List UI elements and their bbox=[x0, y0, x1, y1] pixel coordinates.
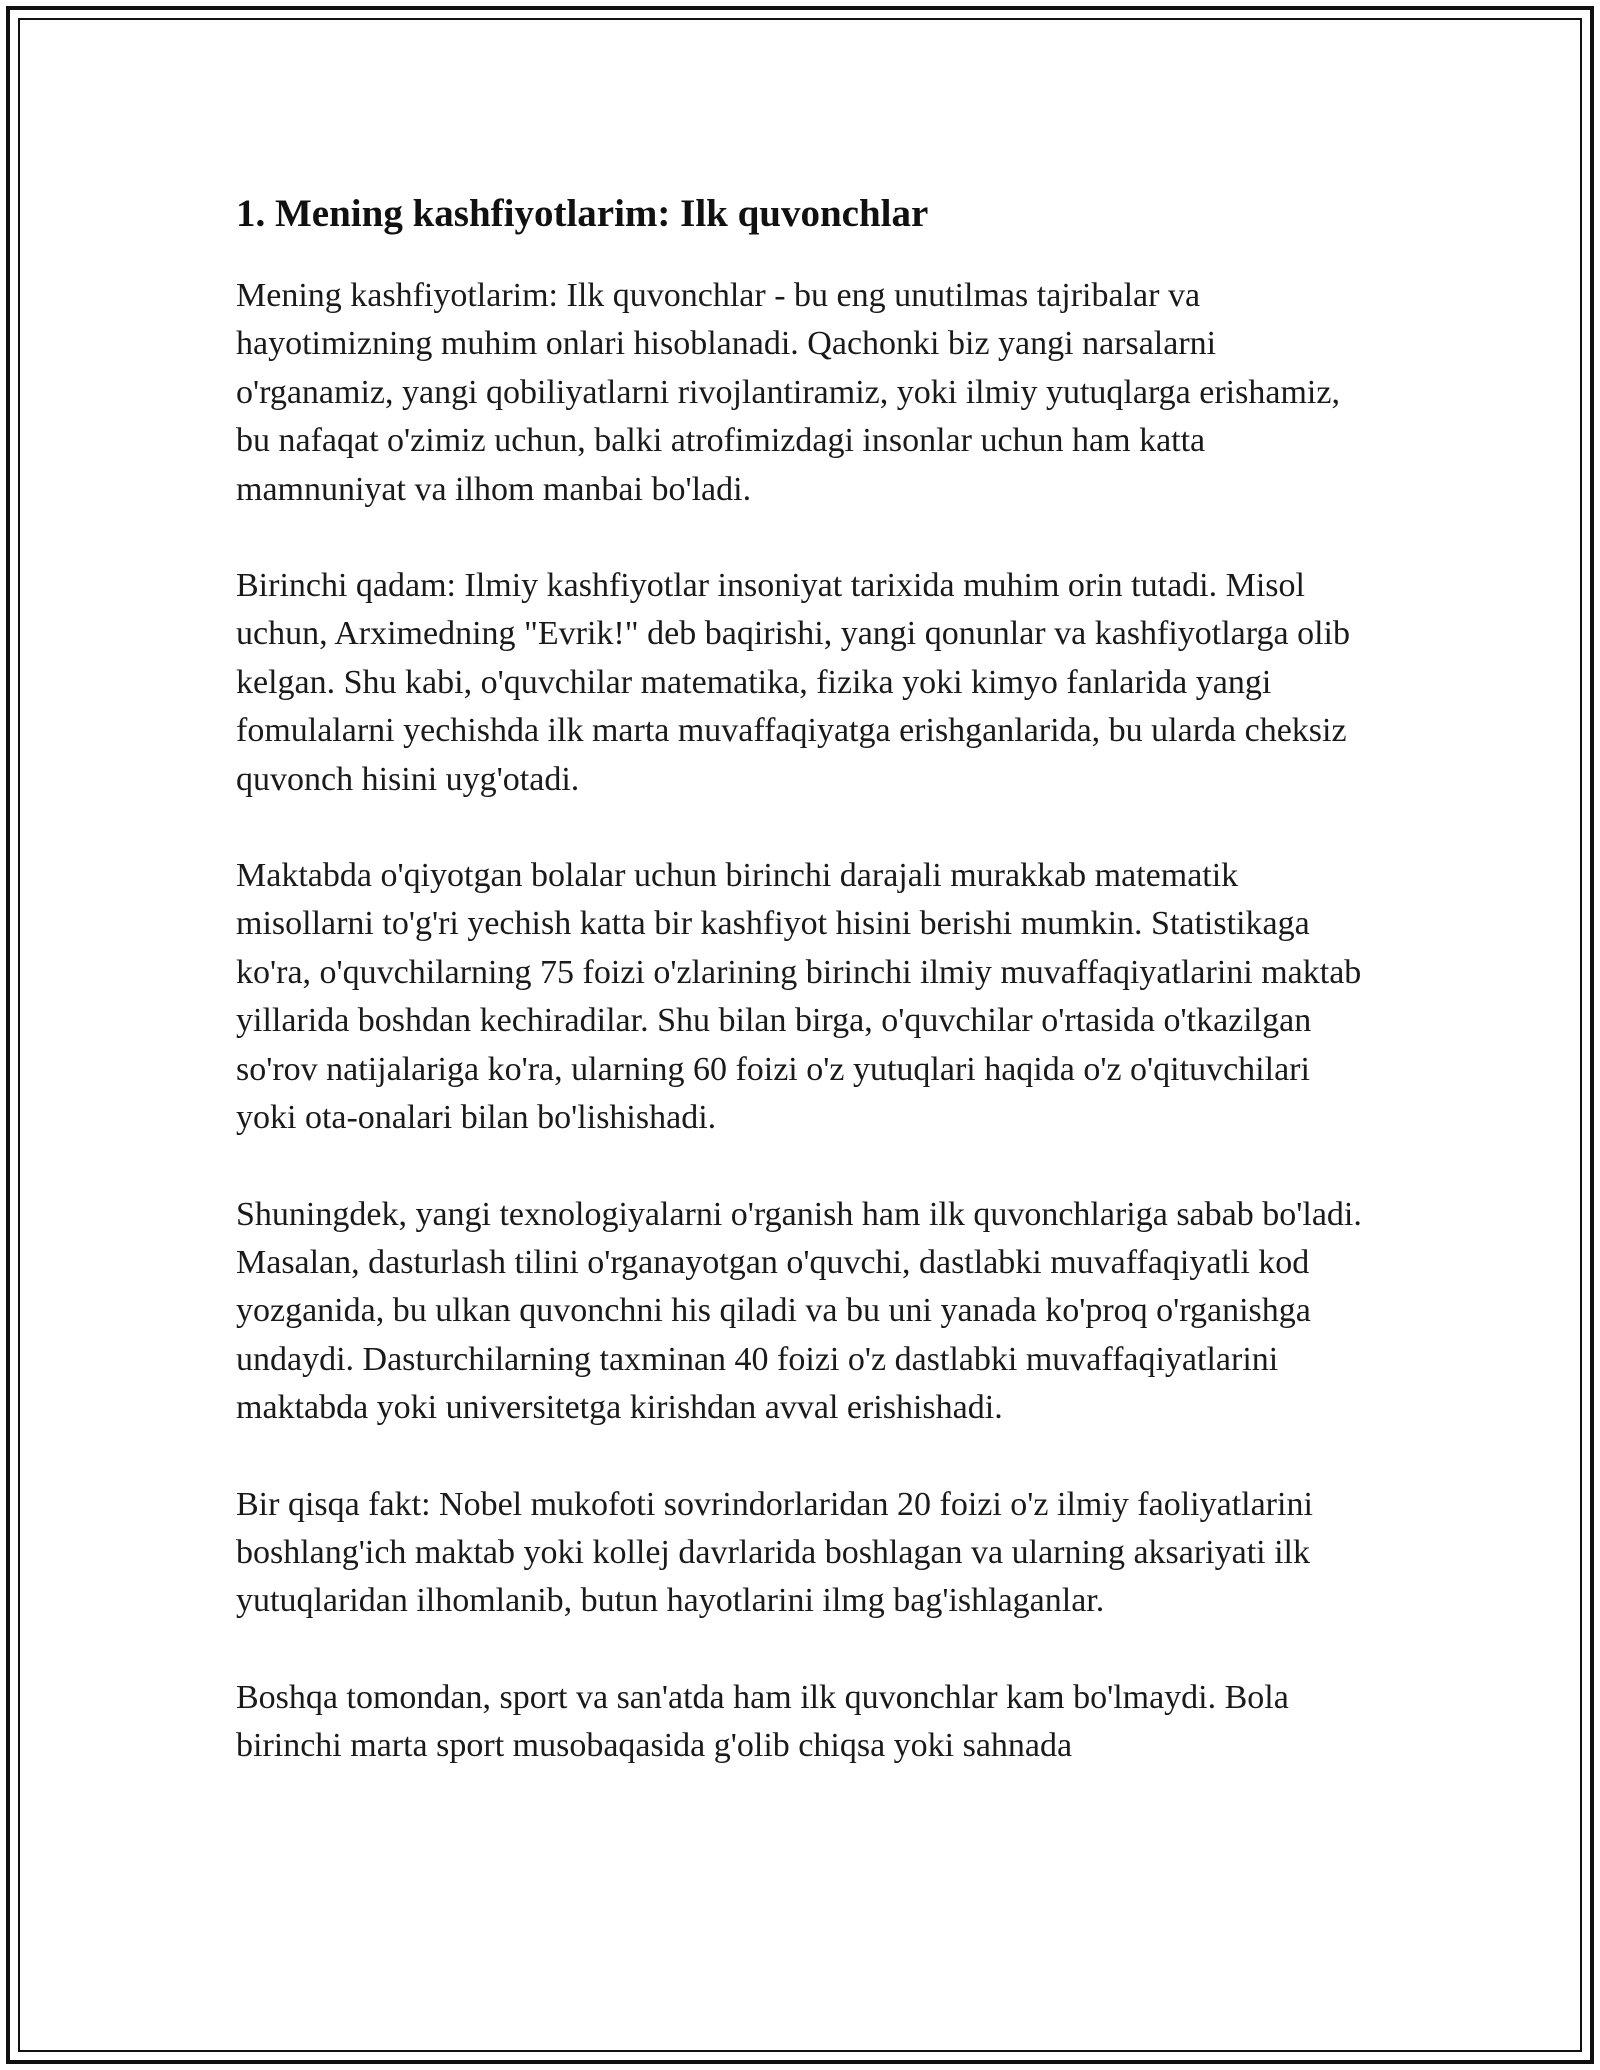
paragraph-school: Maktabda o'qiyotgan bolalar uchun birinchi darajali murakkab matematik misollarni to'g'ri yechish katta bir kashfiyot hisini berishi mumkin. Statistikaga ko'ra, o'quvchilarning 75 foizi o'zlarining birinchi ilmiy muvaffaqiyatlarini maktab yillarida boshdan kechiradilar. Shu bilan birga, o'quvchilar o'rtasida o'tkazilgan so'rov natijalariga ko'ra, ularning 60 foizi o'z yutuqlari haqida o'z o'qituvchilari yoki ota-onalari bilan bo'lishishadi. bbox=[236, 857, 1362, 1137]
document-body bbox=[236, 186, 1376, 1819]
section-heading: 1. Mening kashfiyotlarim: Ilk quvonchlar bbox=[236, 192, 929, 235]
paragraph-sport-art: Boshqa tomondan, sport va san'atda ham ilk quvonchlar kam bo'lmaydi. Bola birinchi marta sport musobaqasida g'olib chiqsa yoki sahnada bbox=[236, 1678, 1289, 1765]
paragraph-nobel-fact: Bir qisqa fakt: Nobel mukofoti sovrindorlaridan 20 foizi o'z ilmiy faoliyatlarini boshlang'ich maktab yoki kollej davrlarida boshlagan va ularning aksariyati ilk yutuqlaridan ilhomlanib, butun hayotlarini ilmg bag'ishlaganlar. bbox=[236, 1485, 1313, 1620]
paragraph-intro: Mening kashfiyotlarim: Ilk quvonchlar - bu eng unutilmas tajribalar va hayotimizning muhim onlari hisoblanadi. Qachonki biz yangi narsalarni o'rganamiz, yangi qobiliyatlarni rivojlantiramiz, yoki ilmiy yutuqlarga erishamiz, bu nafaqat o'zimiz uchun, balki atrofimizdagi insonlar uchun ham katta mamnuniyat va ilhom manbai bo'ladi. bbox=[236, 277, 1340, 508]
paragraph-technology: Shuningdek, yangi texnologiyalarni o'rganish ham ilk quvonchlariga sabab bo'ladi. Masalan, dasturlash tilini o'rganayotgan o'quvchi, dastlabki muvaffaqiyatli kod yozganida, bu ulkan quvonchni his qiladi va bu uni yanada ko'proq o'rganishga undaydi. Dasturchilarning taxminan 40 foizi o'z dastlabki muvaffaqiyatlarini maktabda yoki universitetga kirishdan avval erishishadi. bbox=[236, 1195, 1362, 1427]
paragraph-first-step: Birinchi qadam: Ilmiy kashfiyotlar insoniyat tarixida muhim orin tutadi. Misol uchun, Arximedning "Evrik!" deb baqirishi, yangi qonunlar va kashfiyotlarga olib kelgan. Shu kabi, o'quvchilar matematika, fizika yoki kimyo fanlarida yangi fomulalarni yechishda ilk marta muvaffaqiyatga erishganlarida, bu ularda cheksiz quvonch hisini uyg'otadi. bbox=[236, 567, 1350, 798]
